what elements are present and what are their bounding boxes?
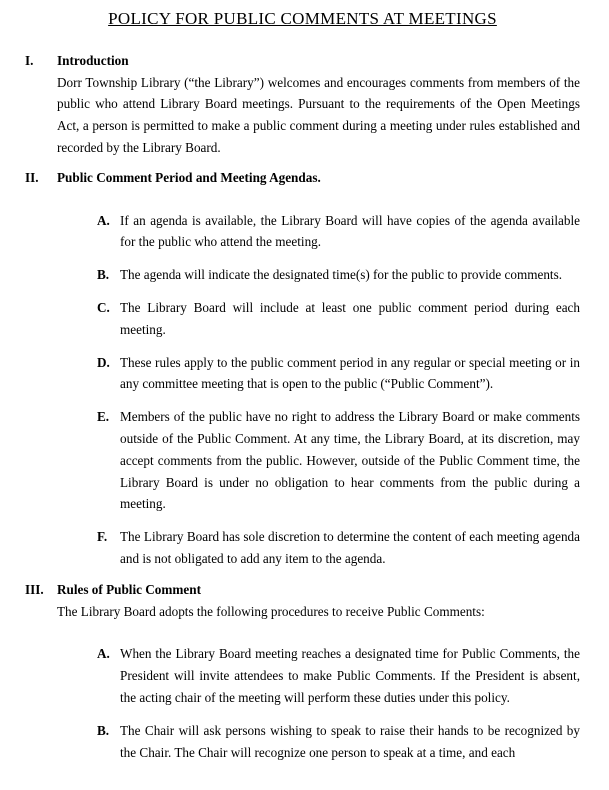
section-rules-of-public-comment <box>25 579 580 764</box>
section-numeral: II. <box>25 169 39 185</box>
item-text: The agenda will indicate the designated time(s) for the public to provide comments. <box>120 267 563 283</box>
item-text: The Library Board has sole discretion to determine the content of each meeting agenda and is not obligated to add any item to the agenda. <box>120 529 580 566</box>
section-content <box>57 579 580 764</box>
list-item <box>97 643 580 708</box>
item-letter: C. <box>97 299 110 315</box>
section-content <box>57 167 580 570</box>
item-letter: B. <box>97 267 110 283</box>
item-text: The Chair will ask persons wishing to speak to raise their hands to be recognized by the Chair. The Chair will recognize one person to speak at a time, and each <box>120 722 580 760</box>
list-item <box>97 352 580 396</box>
section-public-comment-period <box>25 167 580 570</box>
item-text: When the Library Board meeting reaches a designated time for Public Comments, the President will invite attendees to make Public Comments. If the President is absent, the acting chair of the meeting will perform these duties under this policy. <box>120 646 580 705</box>
section-items <box>57 210 580 570</box>
section-items <box>57 643 580 763</box>
item-letter: B. <box>97 722 110 738</box>
document-title: POLICY FOR PUBLIC COMMENTS AT MEETINGS <box>108 9 497 28</box>
item-letter: A. <box>97 212 110 228</box>
section-body-text: The Library Board adopts the following procedures to receive Public Comments: <box>57 603 485 619</box>
item-letter: F. <box>97 529 108 545</box>
section-heading: Rules of Public Comment <box>57 581 201 597</box>
list-item <box>97 210 580 254</box>
item-text: The Library Board will include at least one public comment period during each meeting. <box>120 299 580 337</box>
section-body-text: Dorr Township Library (“the Library”) welcomes and encourages comments from members of the public who attend Library Board meetings. Pursuant to the requirements of the Open Meetings Act, a person is permitted to make a public comment during a meeting under rules established and recorded by the Library Board. <box>57 74 580 155</box>
list-item <box>97 720 580 764</box>
item-letter: D. <box>97 354 110 370</box>
list-item <box>97 264 580 286</box>
section-numeral: I. <box>25 52 34 68</box>
section-content <box>57 50 580 159</box>
item-text: If an agenda is available, the Library Board will have copies of the agenda available for the public who attend the meeting. <box>120 212 580 250</box>
list-item <box>97 526 580 570</box>
section-heading: Public Comment Period and Meeting Agendas. <box>57 169 321 185</box>
section-heading: Introduction <box>57 52 129 68</box>
section-numeral: III. <box>25 581 44 597</box>
item-letter: E. <box>97 409 110 425</box>
list-item <box>97 406 580 515</box>
section-introduction <box>25 50 580 159</box>
item-text: Members of the public have no right to address the Library Board or make comments outside of the Public Comment. At any time, the Library Board, at its discretion, may accept comments from the public. However, outside of the Public Comment time, the Library Board is under no obligation to hear comments from the public during a meeting. <box>120 409 580 512</box>
item-letter: A. <box>97 646 110 662</box>
item-text: These rules apply to the public comment period in any regular or special meeting or in any committee meeting that is open to the public (“Public Comment”). <box>120 354 580 392</box>
list-item <box>97 297 580 341</box>
